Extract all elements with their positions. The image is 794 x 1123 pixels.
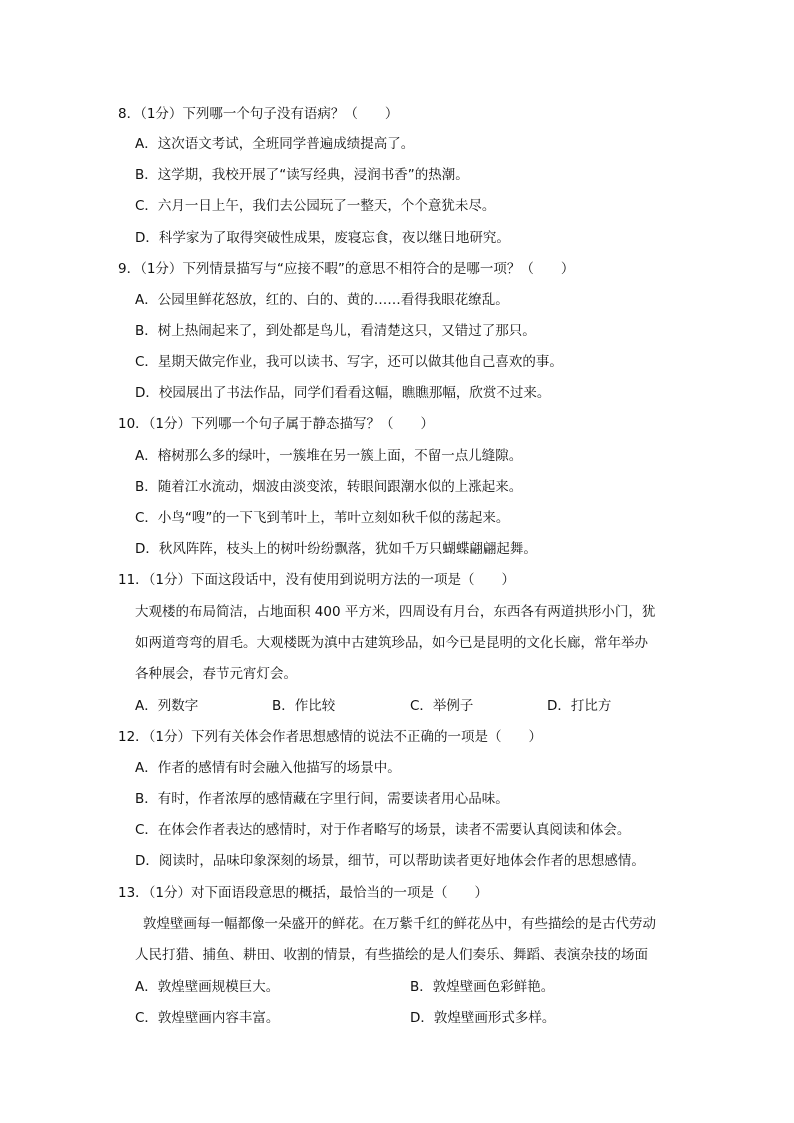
question-13-passage-line-2: 人民打猎、捕鱼、耕田、收割的情景，有些描绘的是人们奏乐、舞蹈、表演杂技的场面 xyxy=(135,947,648,963)
question-8-option-d[interactable]: D．科学家为了取得突破性成果，废寝忘食，夜以继日地研究。 xyxy=(135,230,510,246)
question-11-option-b[interactable]: B．作比较 xyxy=(272,698,336,714)
question-9-option-d[interactable]: D．校园展出了书法作品，同学们看看这幅，瞧瞧那幅，欣赏不过来。 xyxy=(135,385,551,401)
question-13-option-a[interactable]: A．敦煌壁画规模巨大。 xyxy=(135,979,280,995)
question-13-stem: 13．（1分）对下面语段意思的概括，最恰当的一项是（ ） xyxy=(118,885,489,901)
question-9-option-a[interactable]: A．公园里鲜花怒放，红的、白的、黄的……看得我眼花缭乱。 xyxy=(135,292,509,308)
question-13-option-d[interactable]: D．敦煌壁画形式多样。 xyxy=(410,1010,556,1026)
question-13-option-c[interactable]: C．敦煌壁画内容丰富。 xyxy=(135,1010,280,1026)
question-9-option-c[interactable]: C．星期天做完作业，我可以读书、写字，还可以做其他自己喜欢的事。 xyxy=(135,354,563,370)
question-8-stem: 8．（1分）下列哪一个句子没有语病？（ ） xyxy=(118,106,399,122)
question-8-option-a[interactable]: A．这次语文考试，全班同学普遍成绩提高了。 xyxy=(135,136,415,152)
question-13-passage-line-1: 敦煌壁画每一幅都像一朵盛开的鲜花。在万紫千红的鲜花丛中，有些描绘的是古代劳动 xyxy=(143,916,656,932)
question-13-option-b[interactable]: B．敦煌壁画色彩鲜艳。 xyxy=(410,979,555,995)
question-12-option-d[interactable]: D．阅读时，品味印象深刻的场景，细节，可以帮助读者更好地体会作者的思想感情。 xyxy=(135,853,645,869)
question-8-option-c[interactable]: C．六月一日上午，我们去公园玩了一整天，个个意犹未尽。 xyxy=(135,198,496,214)
question-10-option-b[interactable]: B．随着江水流动，烟波由淡变浓，转眼间跟潮水似的上涨起来。 xyxy=(135,479,523,495)
question-11-passage-line-3: 各种展会，春节元宵灯会。 xyxy=(135,666,297,682)
question-11-option-c[interactable]: C．举例子 xyxy=(410,698,474,714)
question-10-option-d[interactable]: D．秋风阵阵，枝头上的树叶纷纷飘落，犹如千万只蝴蝶翩翩起舞。 xyxy=(135,541,537,557)
question-12-option-a[interactable]: A．作者的感情有时会融入他描写的场景中。 xyxy=(135,760,401,776)
question-11-option-d[interactable]: D．打比方 xyxy=(547,698,612,714)
question-9-option-b[interactable]: B．树上热闹起来了，到处都是鸟儿，看清楚这只，又错过了那只。 xyxy=(135,323,536,339)
question-11-option-a[interactable]: A．列数字 xyxy=(135,698,199,714)
question-9-stem: 9．（1分）下列情景描写与“应接不暇”的意思不相符合的是哪一项？（ ） xyxy=(118,261,575,277)
question-10-option-a[interactable]: A．榕树那么多的绿叶，一簇堆在另一簇上面，不留一点儿缝隙。 xyxy=(135,448,523,464)
question-11-passage-line-2: 如两道弯弯的眉毛。大观楼既为滇中古建筑珍品，如今已是昆明的文化长廊，常年举办 xyxy=(135,635,648,651)
question-11-stem: 11．（1分）下面这段话中，没有使用到说明方法的一项是（ ） xyxy=(118,572,516,588)
question-12-option-c[interactable]: C．在体会作者表达的感情时，对于作者略写的场景，读者不需要认真阅读和体会。 xyxy=(135,822,631,838)
question-10-stem: 10．（1分）下列哪一个句子属于静态描写？（ ） xyxy=(118,416,435,432)
question-12-stem: 12．（1分）下列有关体会作者思想感情的说法不正确的一项是（ ） xyxy=(118,729,543,745)
question-8-option-b[interactable]: B．这学期，我校开展了“读写经典，浸润书香”的热潮。 xyxy=(135,167,469,183)
question-12-option-b[interactable]: B．有时，作者浓厚的感情藏在字里行间，需要读者用心品味。 xyxy=(135,791,509,807)
question-11-passage-line-1: 大观楼的布局简洁，占地面积 400 平方米，四周设有月台，东西各有两道拱形小门，犹 xyxy=(135,604,656,620)
question-10-option-c[interactable]: C．小鸟“嗖”的一下飞到苇叶上，苇叶立刻如秋千似的荡起来。 xyxy=(135,510,510,526)
